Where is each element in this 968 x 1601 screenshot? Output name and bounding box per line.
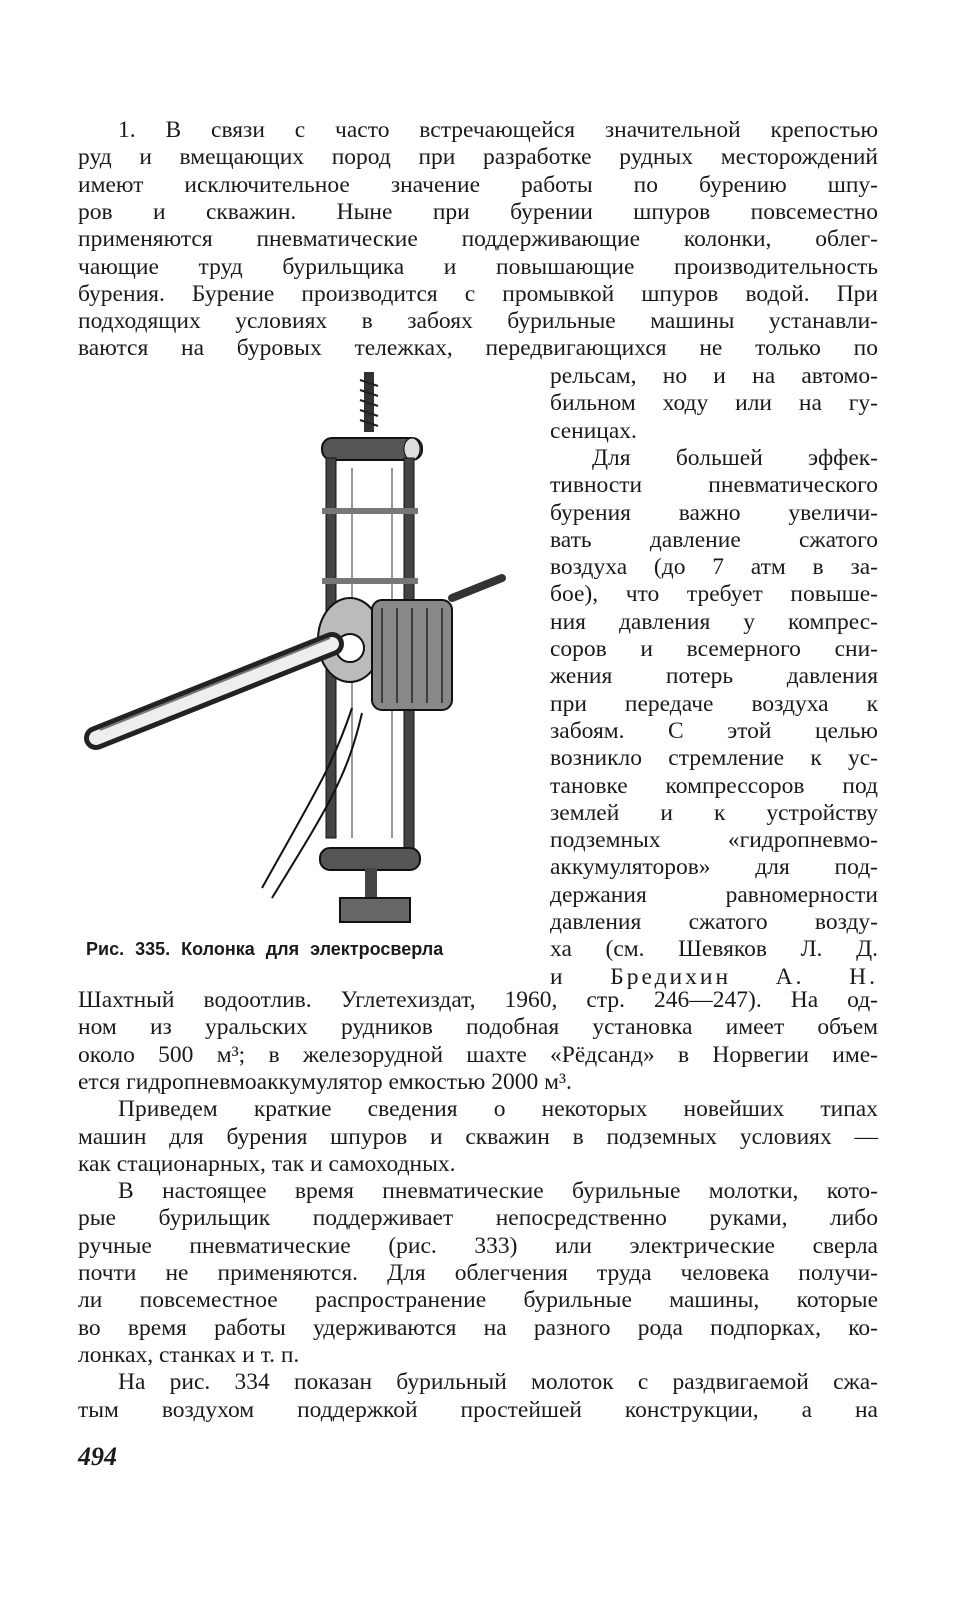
text-line: подходящих условиях в забоях бурильные машины устанавли-: [78, 308, 878, 335]
text-line: ется гидропневмоаккумулятор емкостью 2000 м³.: [78, 1068, 572, 1095]
text-line: бое), что требует повыше-: [550, 581, 878, 608]
text-line: бильном ходу или на гу-: [550, 390, 878, 417]
text-line: В настоящее время пневматические бурильные молотки, кото-: [118, 1178, 878, 1205]
text-line: ров и скважин. Ныне при бурении шпуров повсеместно: [78, 198, 878, 225]
text-line: землей и к устройству: [550, 799, 878, 826]
text-line: Шахтный водоотлив. Углетехиздат, 1960, стр. 246—247). На од-: [78, 987, 878, 1013]
text-line: при передаче воздуха к: [550, 690, 878, 717]
figure-caption: Рис. 335. Колонка для электросверла: [86, 939, 444, 959]
text-line: На рис. 334 показан бурильный молоток с раздвигаемой сжа-: [118, 1369, 878, 1396]
text-line: аккумуляторов» для под-: [550, 854, 878, 881]
text-line: подземных «гидропневмо-: [550, 827, 878, 854]
text-line: ли повсеместное распространение бурильные машины, которые: [78, 1287, 878, 1314]
text-line: тивности пневматического: [550, 472, 878, 499]
text-line: давления сжатого возду-: [550, 909, 878, 935]
page-number: 494: [78, 1442, 117, 1471]
text-line: ручные пневматические (рис. 333) или электрические сверла: [78, 1232, 878, 1259]
text-line: воздуха (до 7 атм в за-: [550, 554, 878, 581]
text-line: Приведем краткие сведения о некоторых новейших типах: [118, 1096, 878, 1123]
text-line: тановке компрессоров под: [550, 772, 878, 799]
text-line: бурения важно увеличи-: [550, 499, 878, 526]
text-line: лонках, станках и т. п.: [78, 1341, 300, 1368]
text-line: ния давления у компрес-: [550, 608, 878, 635]
text-line: держания равномерности: [550, 881, 878, 908]
text-line: рельсам, но и на автомо-: [550, 363, 878, 389]
text-line: 1. В связи с часто встречающейся значительной крепостью: [118, 117, 878, 143]
drill-column-illustration: [82, 368, 522, 930]
text-line: руд и вмещающих пород при разработке рудных месторождений: [78, 144, 878, 171]
text-line: применяются пневматические поддерживающие колонки, облег-: [78, 226, 878, 253]
text-line: и Бредихин А. Н.: [550, 963, 878, 990]
text-line: вать давление сжатого: [550, 526, 878, 553]
text-line: сеницах.: [550, 417, 637, 444]
text-line: забоям. С этой целью: [550, 717, 878, 744]
text-line: Для большей эффек-: [592, 444, 878, 471]
text-line: ваются на буровых тележках, передвигающихся не только по: [78, 335, 878, 362]
text-line: жения потерь давления: [550, 663, 878, 690]
text-line: почти не применяются. Для облегчения труда человека получи-: [78, 1260, 878, 1286]
text-line: чающие труд бурильщика и повышающие производительность: [78, 253, 878, 280]
text-line: ха (см. Шевяков Л. Д.: [550, 936, 878, 963]
text-line: возникло стремление к ус-: [550, 745, 878, 772]
text-line: машин для бурения шпуров и скважин в подземных условиях —: [78, 1123, 878, 1150]
text-line: как стационарных, так и самоходных.: [78, 1150, 456, 1177]
text-line: во время работы удерживаются на разного рода подпорках, ко-: [78, 1314, 878, 1341]
text-line: бурения. Бурение производится с промывкой шпуров водой. При: [78, 280, 878, 307]
text-line: около 500 м³; в железорудной шахте «Рёдсанд» в Норвегии име-: [78, 1041, 878, 1068]
text-line: ном из уральских рудников подобная установка имеет объем: [78, 1014, 878, 1041]
text-line: имеют исключительное значение работы по бурению шпу-: [78, 171, 878, 198]
text-line: тым воздухом поддержкой простейшей конструкции, а на: [78, 1396, 878, 1423]
text-line: рые бурильщик поддерживает непосредственно руками, либо: [78, 1205, 878, 1232]
text-line: соров и всемерного сни-: [550, 636, 878, 662]
